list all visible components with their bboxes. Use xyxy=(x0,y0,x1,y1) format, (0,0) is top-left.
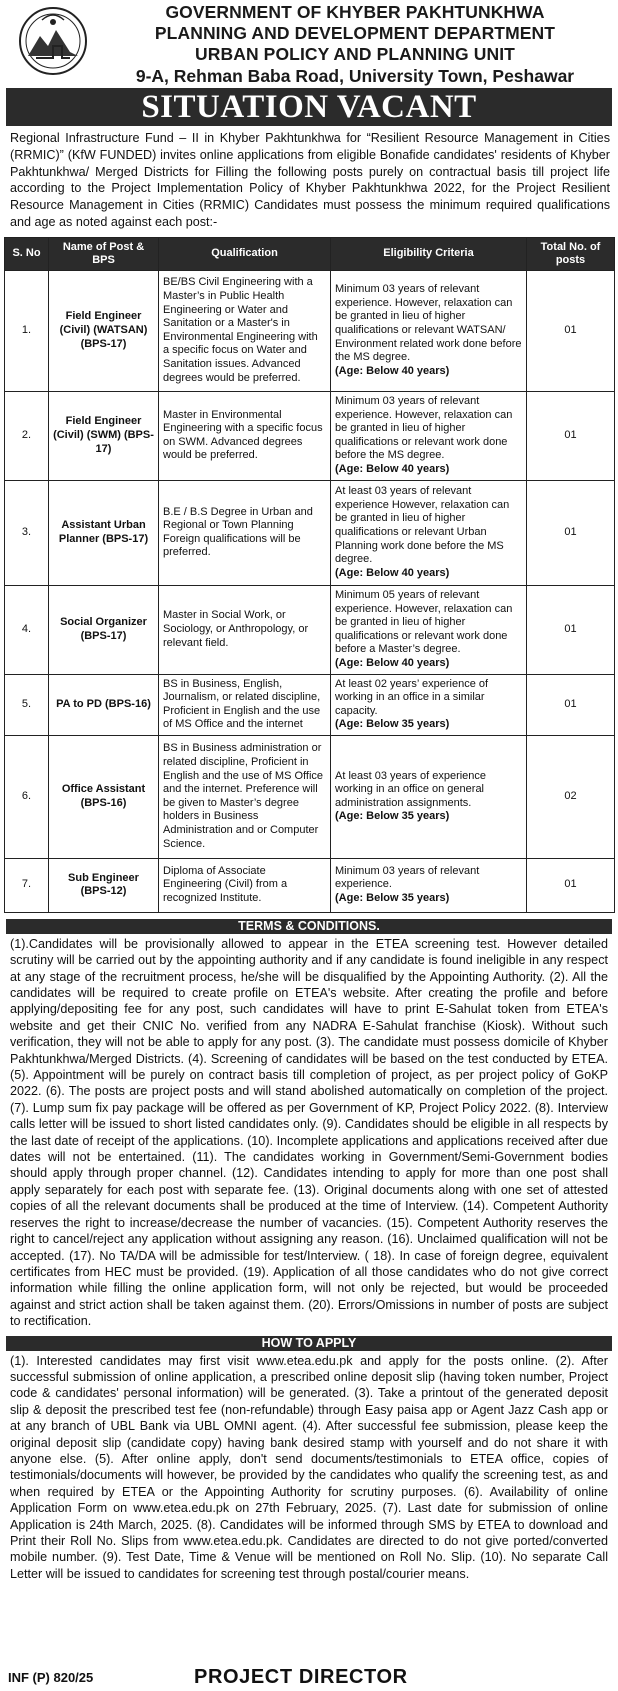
eligibility-text: Minimum 03 years of relevant experience. xyxy=(335,864,480,891)
row-eligibility xyxy=(331,735,527,858)
row-qualification: BE/BS Civil Engineering with a Master’s in Public Health Engineering or Water and Sanitation or a Master's in Environmental Engineering with a specific focus on Water and Sanitation issues. Advanced degrees would be preferred. xyxy=(159,270,331,391)
row-total-posts: 01 xyxy=(527,480,615,585)
table-row xyxy=(5,480,615,585)
row-total-posts: 01 xyxy=(527,858,615,912)
row-sno: 3. xyxy=(5,480,49,585)
footer xyxy=(4,1665,614,1689)
age-limit: (Age: Below 40 years) xyxy=(335,566,450,579)
table-row xyxy=(5,735,615,858)
table-row xyxy=(5,270,615,391)
row-eligibility xyxy=(331,391,527,480)
row-eligibility xyxy=(331,585,527,674)
intro-paragraph: Regional Infrastructure Fund – II in Khyber Pakhtunkhwa for “Resilient Resource Management in Cities (RRMIC)” (KfW FUNDED) invites online applications from eligible Bonafide candidates' residents of Khyber Pakhtunkhwa/ Merged Districts for Filling the following posts purely on contractual basis till project life according to the Project Implementation Policy of Khyber Pakhtunkhwa 2022, for the Project Resilient Resource Management in Cities (RRMIC) Candidates must possess the minimum required qualifications and age as noted against each post:- xyxy=(10,131,610,229)
row-qualification: Master in Social Work, or Sociology, or Anthropology, or relevant field. xyxy=(159,585,331,674)
row-post-name: Sub Engineer (BPS-12) xyxy=(49,858,159,912)
row-eligibility xyxy=(331,270,527,391)
row-post-name: Field Engineer (Civil) (WATSAN) (BPS-17) xyxy=(49,270,159,391)
col-header-sno: S. No xyxy=(5,237,49,270)
row-total-posts: 01 xyxy=(527,270,615,391)
age-limit: (Age: Below 40 years) xyxy=(335,462,450,475)
signatory-title: PROJECT DIRECTOR xyxy=(194,1666,408,1688)
age-limit: (Age: Below 35 years) xyxy=(335,718,450,731)
table-row xyxy=(5,391,615,480)
age-limit: (Age: Below 40 years) xyxy=(335,656,450,669)
col-header-qualification: Qualification xyxy=(159,237,331,270)
posts-table xyxy=(4,237,615,913)
eligibility-text: At least 03 years of relevant experience However, relaxation can be granted in lieu of higher qualifications or relevant Urban Planning work done before the MS degree. xyxy=(335,485,510,566)
terms-section xyxy=(4,934,614,1330)
row-qualification: BS in Business, English, Journalism, or related discipline, Proficient in English and the use of MS Office and the internet xyxy=(159,674,331,735)
row-total-posts: 01 xyxy=(527,674,615,735)
row-post-name: Social Organizer (BPS-17) xyxy=(49,585,159,674)
table-row xyxy=(5,858,615,912)
age-limit: (Age: Below 35 years) xyxy=(335,810,450,823)
row-post-name: PA to PD (BPS-16) xyxy=(49,674,159,735)
row-total-posts: 01 xyxy=(527,391,615,480)
header-text-block xyxy=(100,2,610,87)
table-row xyxy=(5,674,615,735)
table-row xyxy=(5,585,615,674)
row-qualification: Diploma of Associate Engineering (Civil) from a recognized Institute. xyxy=(159,858,331,912)
row-post-name: Office Assistant (BPS-16) xyxy=(49,735,159,858)
kp-government-emblem-icon xyxy=(18,6,88,76)
header-address: 9-A, Rehman Baba Road, University Town, Peshawar xyxy=(135,66,575,86)
howto-text: (1). Interested candidates may first visit www.etea.edu.pk and apply for the posts online. (2). After successful submission of online application, a prescribed online deposit slip (having token number, Project code & candidates' personal information) will be generated. (3). Take a printout of the generated deposit slip & deposit the prescribed test fee (non-refundable) through Easy paisa app or Agent Jazz Cash app or at any branch of UBL Bank via UBL OMNI agent. (4). After successful fee submission, please keep the original deposit slip (candidate copy) having bank desired stamp with yourself and do not share it with anyone else. (5). After online apply, don't send documents/testimonials to ETEA office, copies of testimonials/documents will however, be provided by the candidates who qualify the screening test, as and when required by ETEA or the Appointing Authority for scrutiny purposes. (6). Availability of online Application Form on www.etea.edu.pk on 27th February, 2025. (7). Last date for submission of online Application is 24th March, 2025. (8). Candidates will be informed through SMS by ETEA to download and Print their Roll No. Slips from www.etea.edu.pk. Candidates are directed to do not give ported/converted mobile number. (9). Test Date, Time & Venue will be mentioned on Roll No. Slip. (10). No separate Call Letter will be issued to candidates for screening test through postal/courier means. xyxy=(10,1353,608,1581)
eligibility-text: Minimum 03 years of relevant experience. However, relaxation can be granted in lieu of higher qualifications or relevant WATSAN/ Environment related work done before the MS degree. xyxy=(335,283,522,364)
row-sno: 4. xyxy=(5,585,49,674)
col-header-total: Total No. of posts xyxy=(527,237,615,270)
terms-text: (1).Candidates will be provisionally allowed to appear in the ETEA screening test. However detailed scrutiny will be carried out by the appointing authority and if any candidate is found ineligible in any respect at any stage of the recruitment process, he/she will be disqualified by the Appointing Authority. (2). All the candidates will be required to create profile on ETEA's website. After creating the profile and before applying/depositing fee for any post, such candidates will have to print E-Sahulat token from ETEA's website and get their CNIC No. verified from any NADRA E-Sahulat franchise (Kiosk). Without such verification, they will not be able to apply for any post. (3). The candidate must possess domicile of Khyber Pakhtunkhwa/Merged Districts. (4). Screening of candidates will be based on the test conducted by ETEA. (5). Appointment will be purely on contract basis till completion of project, as per project policy of GoKP 2022. (6). The posts are project posts and will stand abolished automatically on completion of the project. (7). Lump sum fix pay package will be offered as per Government of KP, Project Policy 2022. (8). Interview calls letter will be issued to short listed candidates only. (9). Candidates should be eligible in all respects by the last date of receipt of the applications. (10). Incomplete applications and applications received after due dates will not be entertained. (11). The candidates working in Government/Semi-Government bodies should apply through proper channel. (12). Candidates intending to apply for more than one post shall apply separately for each post with separate fee. (13). Original documents along with one set of attested copies of all the relevant documents shall be produced at the time of Interview. (14). Competent Authority reserves the right to increase/decrease the number of vacancies. (15). Competent Authority reserves the right to cancel/reject any application without assigning any reason. (16). Unclaimed qualification will not be accepted. (17). No TA/DA will be admissible for test/Interview. ( 18). In case of foreign degree, equivalent certificates from HEC must be provided. (19). Application of all those candidates who do not give correct information while filling the online application form, will not only be rejected, but would be proceeded against and strict action shall be taken against them. (20). Errors/Omissions in number of posts are subject to rectification. xyxy=(10,936,608,1329)
age-limit: (Age: Below 35 years) xyxy=(335,892,450,905)
row-post-name: Field Engineer (Civil) (SWM) (BPS-17) xyxy=(49,391,159,480)
header-unit: URBAN POLICY AND PLANNING UNIT xyxy=(195,44,515,64)
howto-heading: HOW TO APPLY xyxy=(6,1336,612,1351)
situation-vacant-banner: SITUATION VACANT xyxy=(6,88,612,126)
row-qualification: BS in Business administration or related discipline, Proficient in English and the use of MS Office and the internet. Preference will be given to Master’s degree holders in Business Administration and or Computer Science. xyxy=(159,735,331,858)
row-post-name: Assistant Urban Planner (BPS-17) xyxy=(49,480,159,585)
advert-reference-number: INF (P) 820/25 xyxy=(8,1670,94,1685)
row-total-posts: 01 xyxy=(527,585,615,674)
header xyxy=(4,0,614,88)
eligibility-text: Minimum 03 years of relevant experience. However, relaxation can be granted in lieu of higher qualifications or relevant work done before the MS degree. xyxy=(335,395,513,462)
row-qualification: Master in Environmental Engineering with a specific focus on SWM. Advanced degrees would be preferred. xyxy=(159,391,331,480)
row-sno: 7. xyxy=(5,858,49,912)
col-header-name: Name of Post & BPS xyxy=(49,237,159,270)
row-eligibility xyxy=(331,480,527,585)
row-total-posts: 02 xyxy=(527,735,615,858)
row-sno: 2. xyxy=(5,391,49,480)
row-sno: 6. xyxy=(5,735,49,858)
howto-section xyxy=(4,1351,614,1583)
eligibility-text: At least 03 years of experience working in an office on general administration assignments. xyxy=(335,769,487,809)
table-header-row xyxy=(5,237,615,270)
terms-heading: TERMS & CONDITIONS. xyxy=(6,919,612,934)
row-sno: 1. xyxy=(5,270,49,391)
eligibility-text: Minimum 05 years of relevant experience. However, relaxation can be granted in lieu of higher qualifications or relevant work done before a Master’s degree. xyxy=(335,589,513,656)
row-sno: 5. xyxy=(5,674,49,735)
header-government: GOVERNMENT OF KHYBER PAKHTUNKHWA xyxy=(165,2,545,22)
row-eligibility xyxy=(331,858,527,912)
header-department: PLANNING AND DEVELOPMENT DEPARTMENT xyxy=(154,23,556,43)
row-eligibility xyxy=(331,674,527,735)
age-limit: (Age: Below 40 years) xyxy=(335,364,450,377)
eligibility-text: At least 02 years’ experience of working in an office in a similar capacity. xyxy=(335,677,489,717)
col-header-eligibility: Eligibility Criteria xyxy=(331,237,527,270)
row-qualification: B.E / B.S Degree in Urban and Regional or Town Planning Foreign qualifications will be preferred. xyxy=(159,480,331,585)
